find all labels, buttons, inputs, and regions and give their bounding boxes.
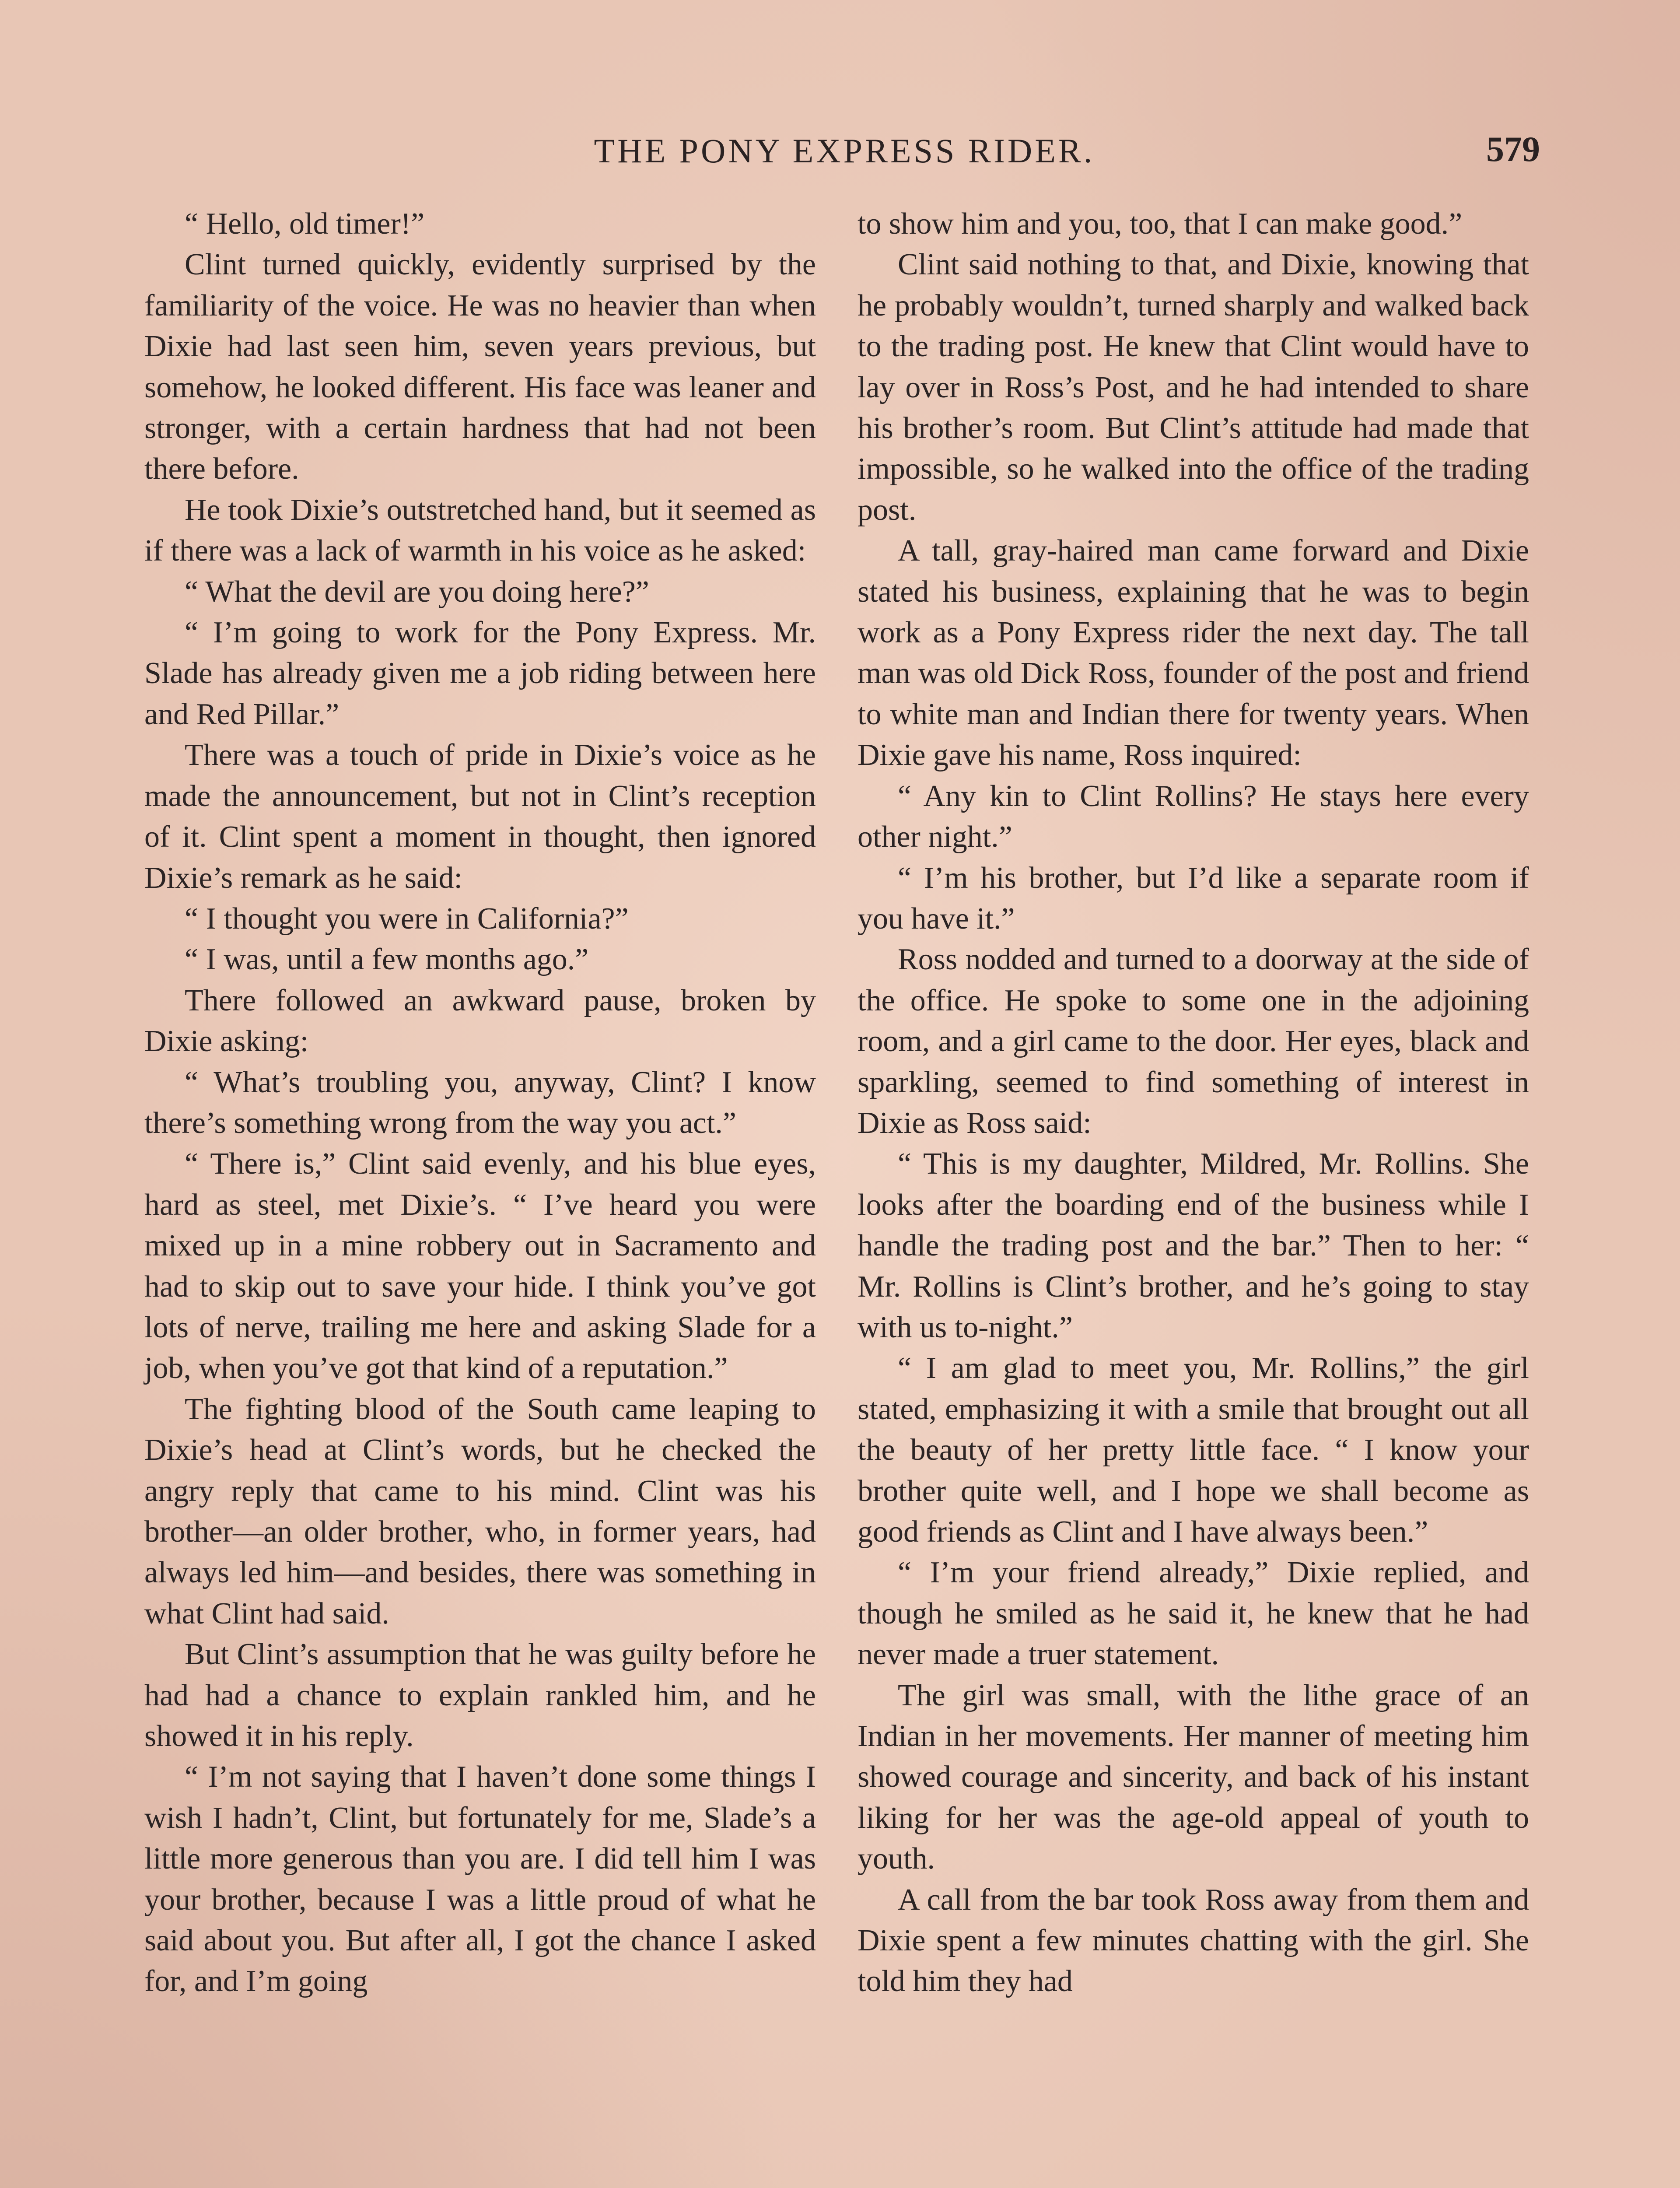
paragraph: The girl was small, with the lithe grace of an Indian in her movements. Her manner of meeting him showed courage and sincerity, and back of his instant liking for her was the age-old appeal of youth to youth. <box>858 1678 1529 1876</box>
paragraph: A tall, gray-haired man came forward and Dixie stated his business, explaining that he was to begin work as a Pony Express rider the next day. The tall man was old Dick Ross, founder of the post and friend to white man and Indian there for twenty years. When Dixie gave his name, Ross inquired: <box>858 534 1529 772</box>
paragraph: “ I’m going to work for the Pony Express. Mr. Slade has already given me a job riding between here and Red Pillar.” <box>144 616 816 731</box>
paragraph: He took Dixie’s outstretched hand, but it seemed as if there was a lack of warmth in his voice as he asked: <box>144 493 816 568</box>
text-column-left <box>144 203 816 2002</box>
paragraph: But Clint’s assumption that he was guilty before he had had a chance to explain rankled him, and he showed it in his reply. <box>144 1637 816 1753</box>
paragraph: to show him and you, too, that I can make good.” <box>858 207 1463 241</box>
paragraph: “ I’m his brother, but I’d like a separate room if you have it.” <box>858 861 1529 936</box>
paragraph: “ There is,” Clint said evenly, and his blue eyes, hard as steel, met Dixie’s. “ I’ve heard you were mixed up in a mine robbery out in Sacramento and had to skip out to save your hide. I think you’ve got lots of nerve, trailing me here and asking Slade for a job, when you’ve got that kind of a reputation.” <box>144 1147 816 1385</box>
paragraph: “ This is my daughter, Mildred, Mr. Rollins. She looks after the boarding end of the business while I handle the trading post and the bar.” Then to her: “ Mr. Rollins is Clint’s brother, and he’s going to stay with us to-night.” <box>858 1147 1529 1344</box>
page-number: 579 <box>1486 129 1540 169</box>
paragraph: “ Any kin to Clint Rollins? He stays here every other night.” <box>858 779 1529 854</box>
paragraph: There followed an awkward pause, broken by Dixie asking: <box>144 983 816 1059</box>
paragraph: “ I thought you were in California?” <box>185 901 629 936</box>
paragraph: “ What the devil are you doing here?” <box>185 575 649 609</box>
running-title: THE PONY EXPRESS RIDER. <box>594 132 1095 170</box>
page-header <box>149 131 1540 179</box>
paragraph: “ What’s troubling you, anyway, Clint? I know there’s something wrong from the way you act.” <box>144 1065 816 1140</box>
paragraph: “ Hello, old timer!” <box>185 207 425 241</box>
paragraph: “ I’m not saying that I haven’t done some things I wish I hadn’t, Clint, but fortunately for me, Slade’s a little more generous than you are. I did tell him I was your brother, because I was a little proud of what he said about you. But after all, I got the chance I asked for, and I’m going <box>144 1760 816 1999</box>
paragraph: “ I am glad to meet you, Mr. Rollins,” the girl stated, emphasizing it with a smile that brought out all the beauty of her pretty little face. “ I know your brother quite well, and I hope we shall become as good friends as Clint and I have always been.” <box>858 1351 1529 1549</box>
paragraph: Clint said nothing to that, and Dixie, knowing that he probably wouldn’t, turned sharply and walked back to the trading post. He knew that Clint would have to lay over in Ross’s Post, and he had intended to share his brother’s room. But Clint’s attitude had made that impossible, so he walked into the office of the trading post. <box>858 248 1529 527</box>
paragraph: A call from the bar took Ross away from them and Dixie spent a few minutes chatting with the girl. She told him they had <box>858 1883 1529 1999</box>
text-column-right <box>858 203 1529 2002</box>
paragraph: There was a touch of pride in Dixie’s voice as he made the announcement, but not in Clint’s reception of it. Clint spent a moment in thought, then ignored Dixie’s remark as he said: <box>144 738 816 895</box>
paragraph: Ross nodded and turned to a doorway at the side of the office. He spoke to some one in the adjoining room, and a girl came to the door. Her eyes, black and sparkling, seemed to find something of interest in Dixie as Ross said: <box>858 943 1529 1140</box>
paragraph: “ I was, until a few months ago.” <box>185 943 589 977</box>
paragraph: Clint turned quickly, evidently surprised by the familiarity of the voice. He was no heavier than when Dixie had last seen him, seven years previous, but somehow, he looked different. His face was leaner and stronger, with a certain hardness that had not been there before. <box>144 248 816 486</box>
paragraph: The fighting blood of the South came leaping to Dixie’s head at Clint’s words, but he checked the angry reply that came to his mind. Clint was his brother—an older brother, who, in former years, had always led him—and besides, there was something in what Clint had said. <box>144 1392 816 1630</box>
paragraph: “ I’m your friend already,” Dixie replied, and though he smiled as he said it, he knew that he had never made a truer statement. <box>858 1556 1529 1672</box>
